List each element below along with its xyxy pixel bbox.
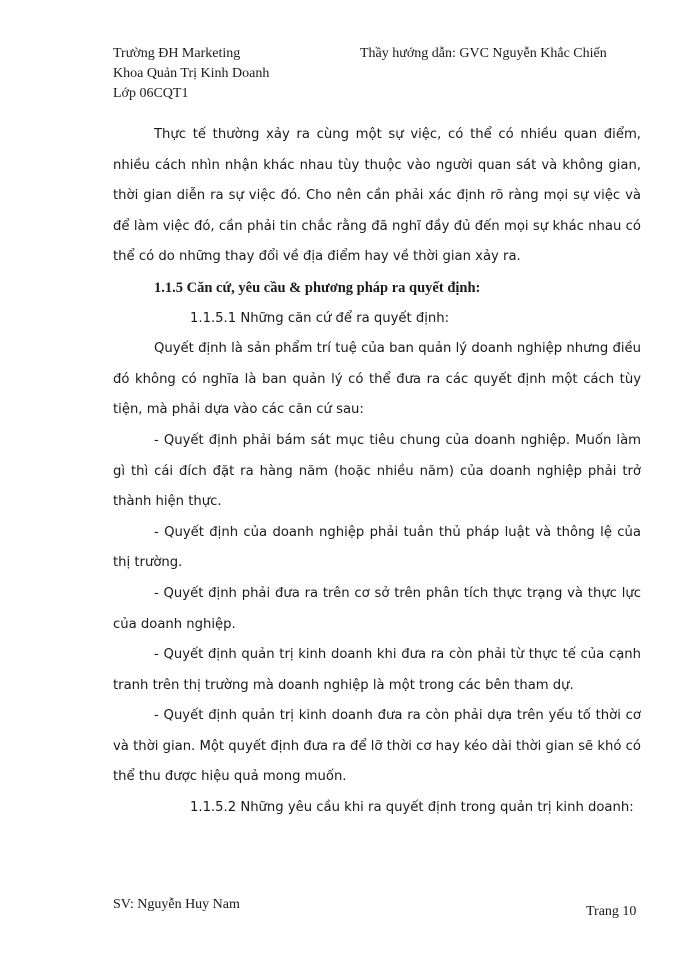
bullet-item-5: - Quyết định quản trị kinh doanh đưa ra còn phải dựa trên yếu tố thời cơ và thời gian. Một quyết định đưa ra để lỡ thời cơ hay kéo dài thời gian sẽ khó có thể thu được hiệu quả mong muốn. — [113, 708, 641, 785]
paragraph-basis: Quyết định là sản phẩm trí tuệ của ban quản lý doanh nghiệp nhưng điều đó không có nghĩa là ban quản lý có thể đưa ra các quyết định một cách tùy tiện, mà phải dựa vào các căn cứ sau: — [113, 341, 641, 418]
advisor-line: Thầy hướng dẫn: GVC Nguyễn Khắc Chiến — [360, 46, 607, 61]
bullet-item-4: - Quyết định quản trị kinh doanh khi đưa ra còn phải từ thực tế của cạnh tranh trên thị trường mà doanh nghiệp là một trong các bên tham dự. — [113, 647, 641, 693]
page-number: Trang 10 — [586, 904, 637, 919]
paragraph-intro: Thực tế thường xảy ra cùng một sự việc, có thể có nhiều quan điểm, nhiều cách nhìn nhận khác nhau tùy thuộc vào người quan sát và không gian, thời gian diễn ra sự việc đó. Cho nên cần phải xác định rõ ràng mọi sự việc và để làm việc đó, cần phải tin chắc rằng đã nghĩ đầy đủ đến mọi sự khác nhau có thể có do những thay đổi về địa điểm hay về thời gian xảy ra. — [113, 127, 641, 265]
faculty-name: Khoa Quản Trị Kinh Doanh — [113, 66, 270, 81]
bullet-item-1: - Quyết định phải bám sát mục tiêu chung của doanh nghiệp. Muốn làm gì thì cái đích đặt ra hàng năm (hoặc nhiều năm) của doanh nghiệp phải trở thành hiện thực. — [113, 432, 641, 510]
subsection-heading-1-1-5-1: 1.1.5.1 Những căn cứ để ra quyết định: — [190, 310, 450, 326]
class-name: Lớp 06CQT1 — [113, 86, 189, 101]
school-name: Trường ĐH Marketing — [113, 46, 241, 61]
student-name: SV: Nguyễn Huy Nam — [113, 897, 240, 912]
bullet-item-3: - Quyết định phải đưa ra trên cơ sở trên phân tích thực trạng và thực lực của doanh nghiệp. — [113, 585, 641, 632]
document-body — [113, 120, 641, 824]
bullet-item-2: - Quyết định của doanh nghiệp phải tuân thủ pháp luật và thông lệ của thị trường. — [113, 524, 641, 571]
section-heading-1-1-5: 1.1.5 Căn cứ, yêu cầu & phương pháp ra quyết định: — [154, 279, 481, 296]
header-left — [113, 44, 269, 104]
subsection-heading-1-1-5-2: 1.1.5.2 Những yêu cầu khi ra quyết định trong quản trị kinh doanh: — [190, 800, 634, 816]
